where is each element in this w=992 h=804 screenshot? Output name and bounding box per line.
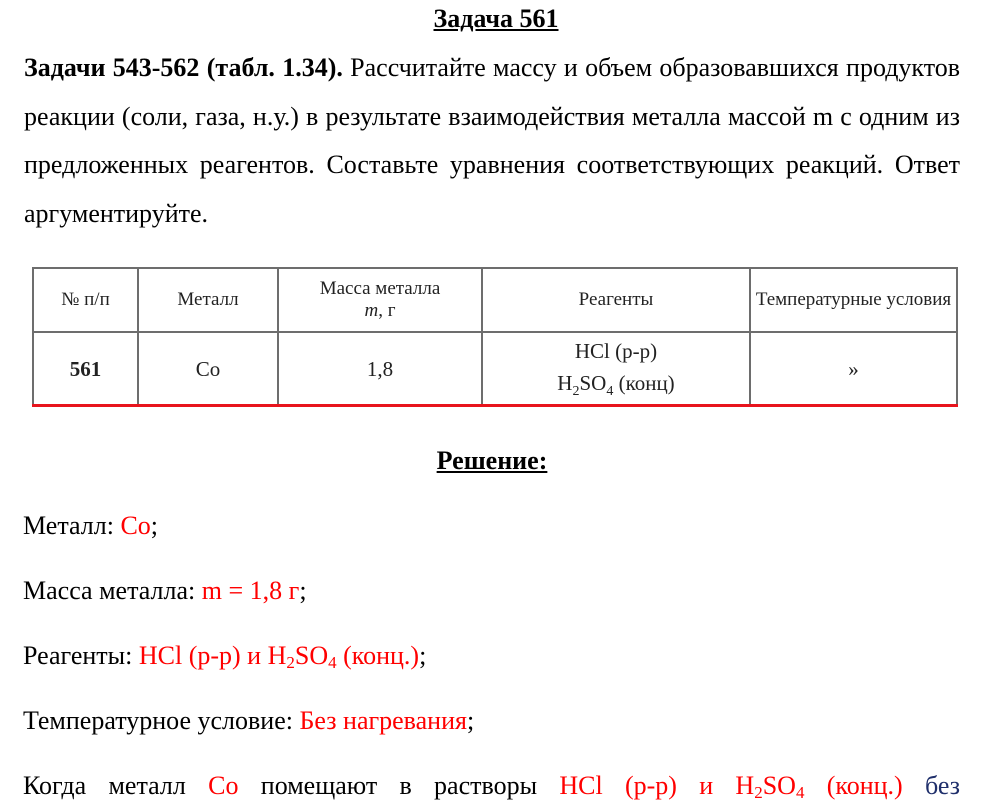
explanation-line: Когда металл Co помещают в растворы HCl (р-р) и H2SO4 (конц.) без bbox=[23, 771, 961, 802]
temperature-line: Температурное условие: Без нагревания; bbox=[23, 706, 475, 735]
reagents-line: Реагенты: HCl (р-р) и H2SO4 (конц.); bbox=[23, 641, 427, 672]
table-header-row bbox=[33, 268, 957, 332]
table-row bbox=[33, 332, 957, 406]
mass-value: m = 1,8 г bbox=[201, 576, 300, 605]
reagent-hcl: HCl (р-р) bbox=[574, 338, 658, 363]
header-metal: Металл bbox=[138, 268, 278, 332]
cell-reagents bbox=[482, 332, 750, 406]
header-mass-var: m bbox=[364, 300, 379, 321]
cell-mass: 1,8 bbox=[278, 332, 482, 406]
parameters-table bbox=[32, 267, 958, 407]
reagents-value: HCl (р-р) и H2SO4 (конц.) bbox=[138, 641, 420, 672]
task-statement-text: Рассчитайте массу и объем образовавшихся продуктов реакции (соли, газа, н.у.) в результате взаимодействия металла массой m с одним из предложенных реагентов. Составьте уравнения соответствующих реакций. Ответ аргументируйте. bbox=[24, 53, 961, 228]
explanation-reagents: HCl (р-р) и H2SO4 (конц.) bbox=[559, 771, 903, 802]
header-num: № п/п bbox=[33, 268, 138, 332]
task-statement bbox=[24, 44, 960, 238]
cell-metal: Co bbox=[138, 332, 278, 406]
solution-heading: Решение: bbox=[436, 446, 548, 475]
cell-num: 561 bbox=[33, 332, 138, 406]
header-reagents: Реагенты bbox=[482, 268, 750, 332]
task-range-label: Задачи 543-562 (табл. 1.34). bbox=[24, 53, 343, 82]
mass-line: Масса металла: m = 1,8 г; bbox=[23, 576, 307, 605]
header-mass-label: Масса металла bbox=[319, 278, 441, 299]
task-title: Задача 561 bbox=[433, 4, 559, 33]
parameters-table-wrap bbox=[32, 267, 956, 407]
header-mass bbox=[278, 268, 482, 332]
cell-temp: » bbox=[750, 332, 957, 406]
header-mass-unit: , г bbox=[378, 300, 396, 321]
metal-value: Co bbox=[120, 511, 151, 540]
temperature-value: Без нагревания bbox=[299, 706, 467, 735]
header-temp: Температурные условия bbox=[750, 268, 957, 332]
reagent-h2so4: $H_2SO_4$ (конц) bbox=[557, 370, 675, 399]
metal-line: Металл: Co; bbox=[23, 511, 159, 540]
